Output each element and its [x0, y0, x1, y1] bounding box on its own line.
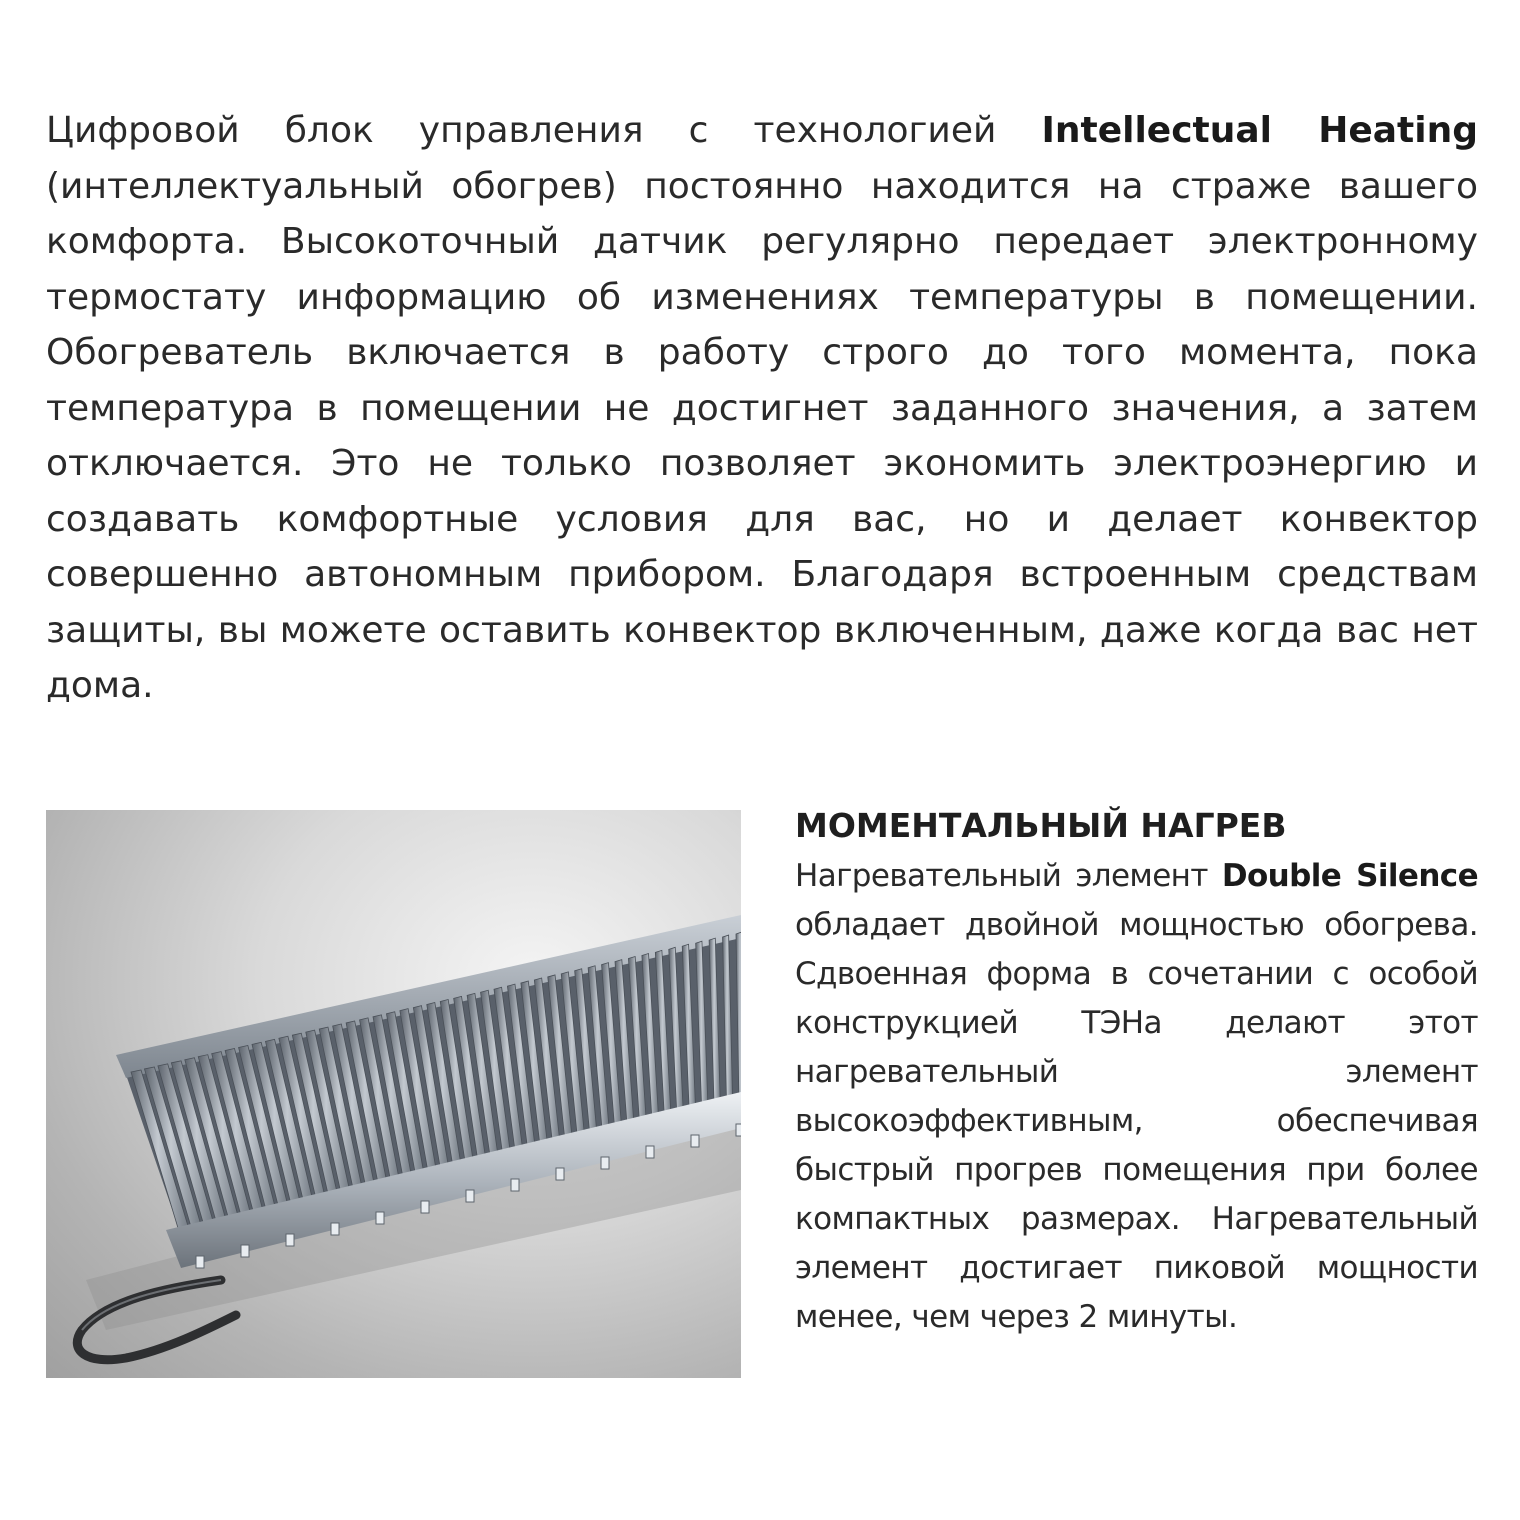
clip — [736, 1124, 741, 1136]
intro-text-before: Цифровой блок управления с технологией — [46, 110, 1042, 151]
intro-paragraph — [46, 103, 1478, 714]
clip — [511, 1179, 519, 1191]
intro-text-after: (интеллектуальный обогрев) постоянно находится на страже вашего комфорта. Высокоточный датчик регулярно передает электронному термостату информацию об изменениях температуры в помещении. Обогреватель включается в работу строго до того момента, пока температура в помещении не достигнет заданного значения, а затем отключается. Это не только позволяет экономить электроэнергию и создавать комфортные условия для вас, но и делает конвектор совершенно автономным прибором. Благодаря встроенным средствам защиты, вы можете оставить конвектор включенным, даже когда вас нет дома. — [46, 165, 1478, 706]
feature-description — [795, 852, 1478, 1342]
clip — [376, 1212, 384, 1224]
clip — [196, 1256, 204, 1268]
feature-block — [795, 800, 1478, 1342]
clip — [556, 1168, 564, 1180]
clip — [646, 1146, 654, 1158]
feature-title: МОМЕНТАЛЬНЫЙ НАГРЕВ — [795, 806, 1287, 845]
tech-name: Intellectual Heating — [1041, 110, 1478, 151]
clip — [466, 1190, 474, 1202]
feature-text-after: обладает двойной мощностью обогрева. Сдвоенная форма в сочетании с особой конструкцией ТЭНа делают этот нагревательный элемент высокоэффективным, обеспечивая быстрый прогрев помещения при более компактных размерах. Нагревательный элемент достигает пиковой мощности менее, чем через 2 минуты. — [795, 907, 1478, 1335]
clip — [331, 1223, 339, 1235]
clip — [241, 1245, 249, 1257]
heating-element-photo — [46, 810, 741, 1378]
element-name: Double Silence — [1221, 858, 1478, 894]
clip — [601, 1157, 609, 1169]
heating-element-illustration — [46, 810, 741, 1378]
clip — [421, 1201, 429, 1213]
feature-text-before: Нагревательный элемент — [795, 858, 1222, 894]
clip — [286, 1234, 294, 1246]
clip — [691, 1135, 699, 1147]
